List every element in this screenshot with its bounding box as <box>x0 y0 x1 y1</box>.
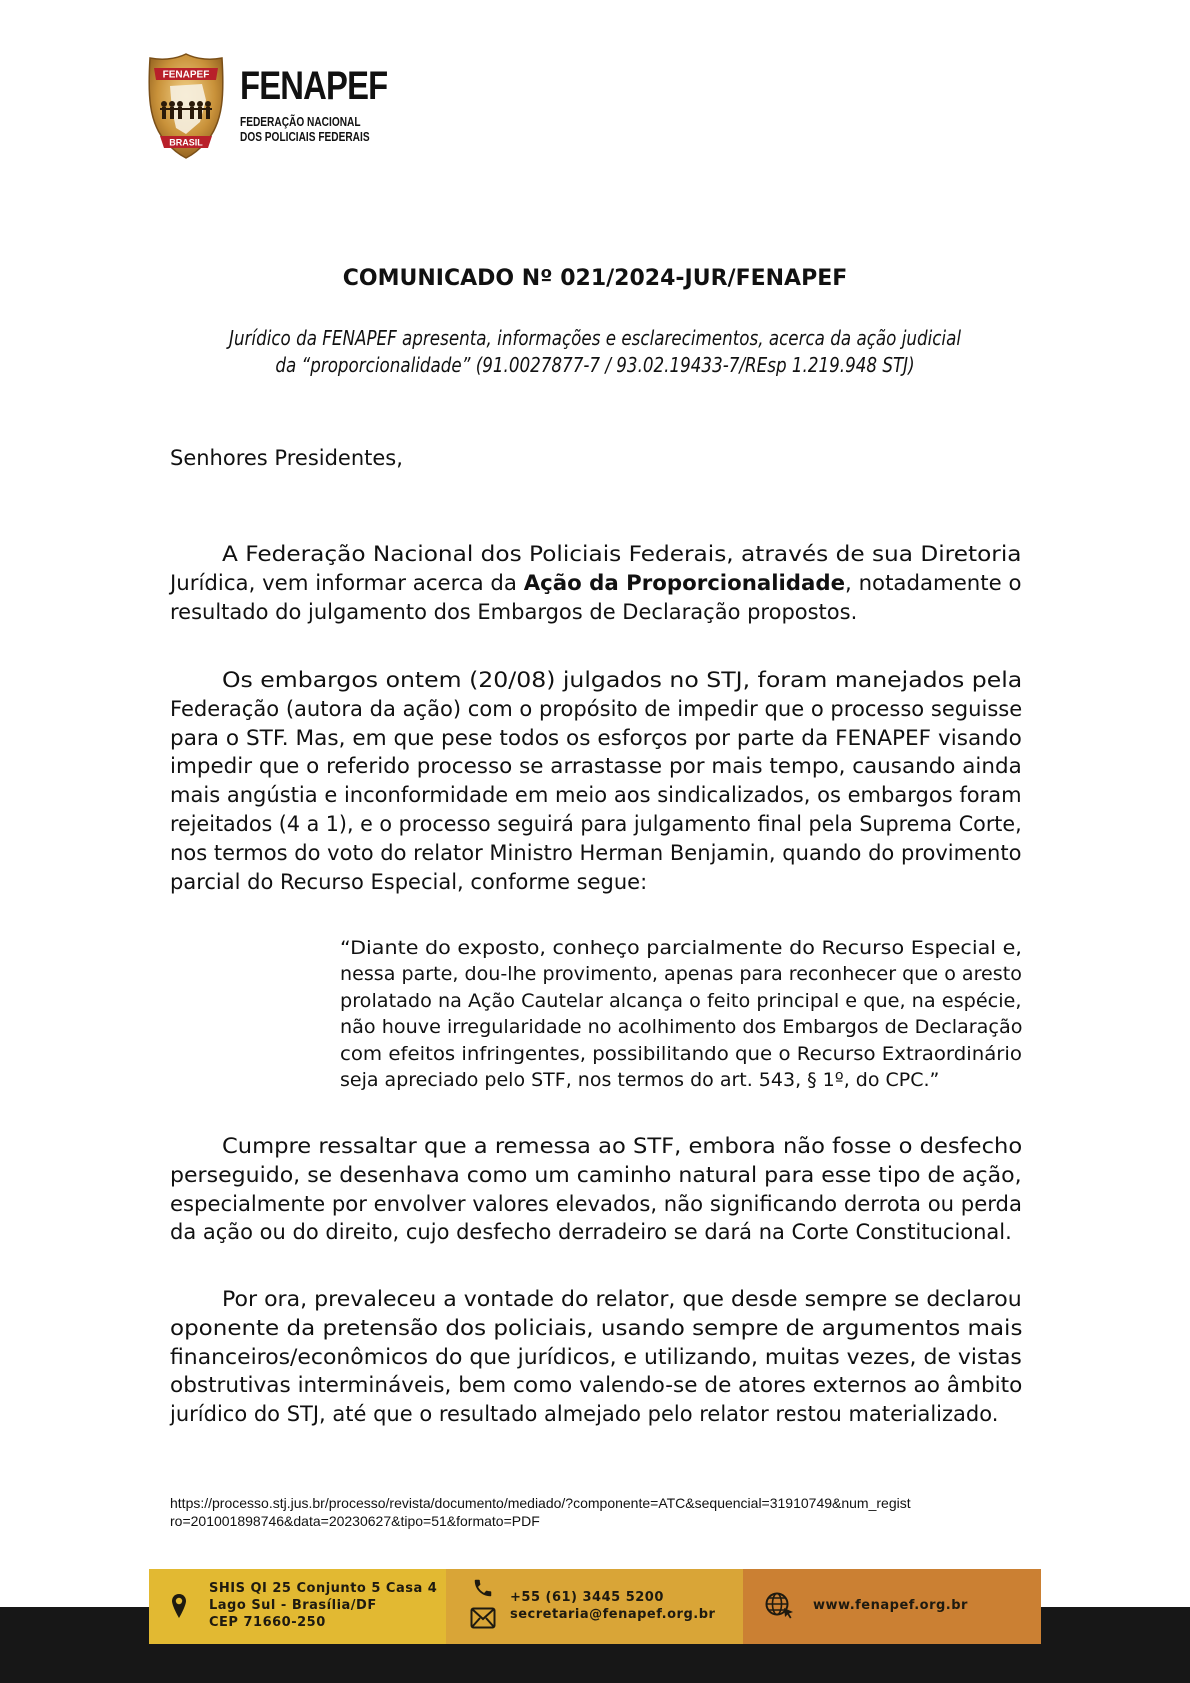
paragraph-line: Cumpre ressaltar que a remessa ao STF, embora não fosse o desfecho <box>222 1134 1023 1158</box>
paragraph-4 <box>170 1285 1022 1429</box>
paragraph-line: Por ora, prevaleceu a vontade do relator, que desde sempre se declarou <box>222 1287 1022 1311</box>
map-pin-icon <box>171 1593 187 1619</box>
address-line: Lago Sul - Brasília/DF <box>209 1598 377 1613</box>
quote-line: não houve irregularidade no acolhimento dos Embargos de Declaração <box>340 1016 1023 1039</box>
paragraph-line: Federação (autora da ação) com o propósito de impedir que o processo seguisse <box>170 696 1023 721</box>
paragraph-1 <box>170 540 1022 626</box>
paragraph-line: impedir que o referido processo se arrastasse por mais tempo, causando ainda <box>170 754 1022 779</box>
bold-text-run: Ação da Proporcionalidade <box>523 570 846 595</box>
envelope-icon[interactable] <box>470 1607 496 1629</box>
document-title: COMUNICADO Nº 021/2024-JUR/FENAPEF <box>342 266 848 291</box>
paragraph-line: obstrutivas intermináveis, bem como valendo-se de atores externos ao âmbito <box>170 1373 1023 1398</box>
footnote-url[interactable] <box>170 1494 911 1530</box>
document-subtitle <box>160 325 1030 379</box>
logo-subtitle-line2: DOS POLICIAIS FEDERAIS <box>240 129 370 144</box>
paragraph-3 <box>170 1132 1022 1247</box>
block-quote <box>340 935 1022 1093</box>
address-line: CEP 71660-250 <box>209 1615 326 1630</box>
website-link[interactable]: www.fenapef.org.br <box>813 1598 968 1613</box>
url-line: ro=201001898746&data=20230627&tipo=51&formato=PDF <box>170 1513 540 1529</box>
globe-cursor-icon <box>765 1591 795 1619</box>
footer-address <box>149 1569 446 1644</box>
address-line: SHIS QI 25 Conjunto 5 Casa 4 <box>209 1581 438 1596</box>
paragraph-line: da ação ou do direito, cujo desfecho derradeiro se dará na Corte Constitucional. <box>170 1220 1012 1245</box>
quote-line: com efeitos infringentes, possibilitando que o Recurso Extraordinário <box>340 1042 1022 1065</box>
fenapef-logo <box>146 52 386 162</box>
paragraph-line: perseguido, se desenhava como um caminho natural para esse tipo de ação, <box>170 1162 1022 1187</box>
paragraph-line-mixed <box>170 569 1022 598</box>
quote-line: seja apreciado pelo STF, nos termos do art. 543, § 1º, do CPC.” <box>340 1069 940 1092</box>
logo-name: FENAPEF <box>240 64 388 108</box>
phone-icon <box>472 1577 494 1599</box>
paragraph-line: Os embargos ontem (20/08) julgados no STJ, foram manejados pela <box>222 668 1023 692</box>
paragraph-line: para o STF. Mas, em que pese todos os esforços por parte da FENAPEF visando <box>170 725 1022 750</box>
paragraph-line: nos termos do voto do relator Ministro Herman Benjamin, quando do provimento <box>170 840 1022 865</box>
paragraph-line: rejeitados (4 a 1), e o processo seguirá para julgamento final pela Suprema Corte, <box>170 811 1022 836</box>
paragraph-line: especialmente por envolver valores elevados, não significando derrota ou perda <box>170 1191 1022 1216</box>
footer-contact <box>446 1569 743 1644</box>
quote-line: nessa parte, dou-lhe provimento, apenas para reconhecer que o aresto <box>340 963 1022 986</box>
paragraph-line: A Federação Nacional dos Policiais Federais, através de sua Diretoria <box>222 542 1022 566</box>
svg-text:FENAPEF: FENAPEF <box>162 69 210 81</box>
fenapef-badge-icon <box>146 52 226 160</box>
paragraph-line: jurídico do STJ, até que o resultado almejado pelo relator restou materializado. <box>170 1402 999 1427</box>
quote-line: “Diante do exposto, conheço parcialmente do Recurso Especial e, <box>340 937 1022 959</box>
paragraph-line: oponente da pretensão dos policiais, usando sempre de argumentos mais <box>170 1315 1023 1340</box>
footer-website <box>743 1569 1041 1644</box>
quote-line: prolatado na Ação Cautelar alcança o feito principal e que, na espécie, <box>340 989 1022 1012</box>
paragraph-line: financeiros/econômicos do que jurídicos, e utilizando, muitas vezes, de vistas <box>170 1344 1022 1369</box>
salutation: Senhores Presidentes, <box>170 446 403 470</box>
paragraph-line: parcial do Recurso Especial, conforme segue: <box>170 869 648 894</box>
paragraph-2 <box>170 666 1022 896</box>
subtitle-line: Jurídico da FENAPEF apresenta, informações e esclarecimentos, acerca da ação judicial <box>229 326 961 350</box>
text-run: , notadamente o <box>845 570 1022 595</box>
paragraph-line: mais angústia e inconformidade em meio aos sindicalizados, os embargos foram <box>170 783 1022 808</box>
logo-subtitle-line1: FEDERAÇÃO NACIONAL <box>240 114 361 129</box>
subtitle-line: da “proporcionalidade” (91.0027877-7 / 93.02.19433-7/REsp 1.219.948 STJ) <box>275 353 915 377</box>
text-run: Jurídica, vem informar acerca da <box>170 570 524 595</box>
email-address[interactable]: secretaria@fenapef.org.br <box>510 1607 716 1622</box>
phone-number[interactable]: +55 (61) 3445 5200 <box>510 1590 664 1605</box>
paragraph-line: resultado do julgamento dos Embargos de Declaração propostos. <box>170 599 858 624</box>
svg-text:BRASIL: BRASIL <box>169 137 203 148</box>
footer-contact-bar <box>149 1569 1041 1644</box>
url-line: https://processo.stj.jus.br/processo/revista/documento/mediado/?componente=ATC&sequencial=31910749&num_regist <box>170 1495 911 1511</box>
